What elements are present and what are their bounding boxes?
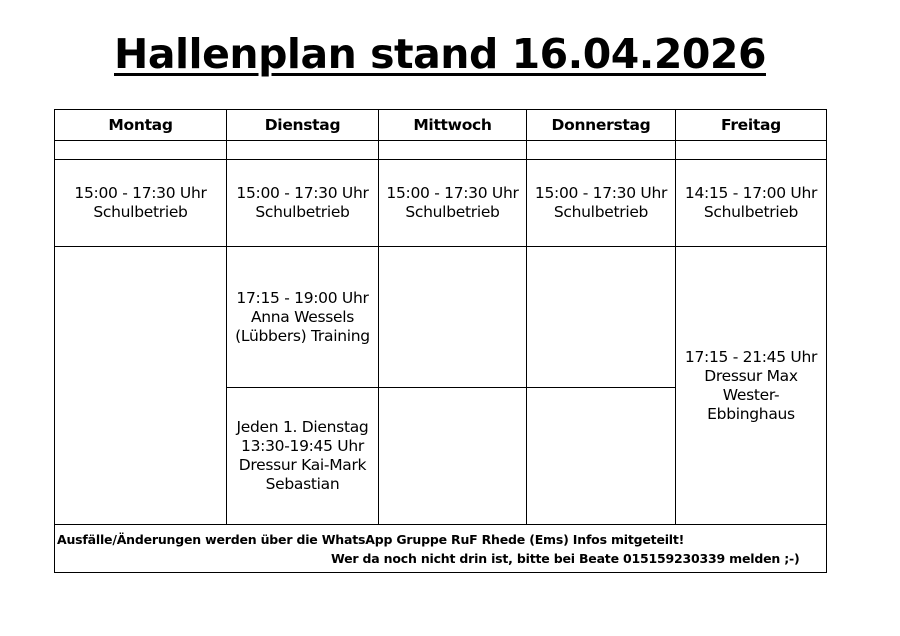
friday-dressage-line2: Wester- (722, 385, 780, 404)
tuesday-dressage-line2: 13:30-19:45 Uhr (241, 437, 364, 455)
evening-row-1 (55, 247, 827, 388)
footer-row (55, 525, 827, 573)
school-time: 14:15 - 17:00 Uhr (684, 184, 818, 202)
friday-dressage-cell (676, 247, 827, 525)
school-time: 15:00 - 17:30 Uhr (236, 184, 369, 202)
friday-dressage-line1: Dressur Max (704, 366, 798, 385)
school-row (55, 160, 827, 247)
day-header-row (55, 110, 827, 141)
wednesday-evening-cell-1 (379, 247, 527, 388)
day-header-tuesday: Dienstag (227, 110, 379, 141)
day-header-monday: Montag (55, 110, 227, 141)
school-label: Schulbetrieb (93, 203, 188, 221)
spacer-row (55, 141, 827, 160)
school-time: 15:00 - 17:30 Uhr (386, 184, 519, 202)
school-label: Schulbetrieb (703, 203, 799, 221)
training-detail: (Lübbers) Training (235, 326, 370, 345)
thursday-evening-cell-1 (527, 247, 676, 388)
school-label: Schulbetrieb (553, 203, 649, 221)
day-header-friday: Freitag (676, 110, 827, 141)
friday-dressage-line3: Ebbinghaus (707, 404, 795, 423)
footer-line-2: Wer da noch nicht drin ist, bitte bei Beate 015159230339 melden ;-) (331, 550, 800, 566)
tuesday-dressage-line4: Sebastian (265, 475, 340, 493)
empty-cell (676, 141, 827, 160)
school-time: 15:00 - 17:30 Uhr (534, 184, 668, 202)
tuesday-dressage-line3: Dressur Kai-Mark (238, 456, 367, 474)
schedule-table (54, 109, 827, 573)
day-header-wednesday: Mittwoch (379, 110, 527, 141)
empty-cell (55, 141, 227, 160)
tuesday-dressage-cell (227, 388, 379, 525)
footer-note (55, 525, 827, 573)
school-cell-tuesday (227, 160, 379, 247)
school-cell-monday (55, 160, 227, 247)
friday-dressage-time: 17:15 - 21:45 Uhr (684, 347, 818, 366)
empty-cell (227, 141, 379, 160)
tuesday-dressage-line1: Jeden 1. Dienstag (236, 418, 369, 436)
wednesday-evening-cell-2 (379, 388, 527, 525)
training-name: Anna Wessels (250, 307, 355, 326)
training-time: 17:15 - 19:00 Uhr (236, 288, 369, 307)
school-label: Schulbetrieb (255, 203, 350, 221)
school-cell-friday (676, 160, 827, 247)
empty-cell (527, 141, 676, 160)
page-title: Hallenplan stand 16.04.2026 (114, 30, 766, 78)
day-header-thursday: Donnerstag (527, 110, 676, 141)
thursday-evening-cell-2 (527, 388, 676, 525)
monday-evening-cell (55, 247, 227, 525)
empty-cell (379, 141, 527, 160)
school-label: Schulbetrieb (405, 203, 500, 221)
school-cell-thursday (527, 160, 676, 247)
tuesday-training-cell (227, 247, 379, 388)
footer-line-1: Ausfälle/Änderungen werden über die WhatsApp Gruppe RuF Rhede (Ems) Infos mitgeteilt! (57, 531, 685, 547)
school-time: 15:00 - 17:30 Uhr (74, 184, 207, 202)
school-cell-wednesday (379, 160, 527, 247)
